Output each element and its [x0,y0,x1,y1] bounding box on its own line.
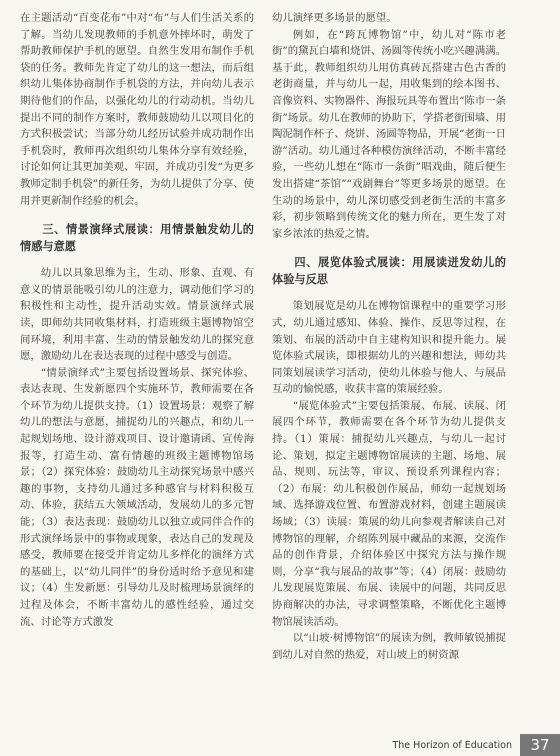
left-column [20,10,254,630]
right-column [272,10,506,663]
body-paragraph: 幼儿以具象思维为主，生动、形象、直观、有意义的情景能吸引幼儿的注意力，调动他们学习的积极性和主动性，提升活动实效。情景演绎式展读，即师幼共同收集材料，打造班级主题博物馆空间环境，利用丰富、生动的情景触发幼儿的探究意愿，激励幼儿在表达表现的过程中感受与创造。 [20,267,254,363]
page-footer [0,734,560,756]
body-paragraph: 策划展览是幼儿在博物馆课程中的重要学习形式，幼儿通过感知、体验、操作、反思等过程，在策划、布展的活动中自主建构知识和提升能力。展览体验式展读，即根据幼儿的兴趣和想法，师幼共同策划展读学习活动，使幼儿体验与他人、与展品互动的愉悦感，收获丰富的策展经验。 [272,300,506,396]
section-heading-4: 四、展览体验式展读：用展读迸发幼儿的体验与反思 [272,256,506,287]
body-paragraph: “展览体验式”主要包括策展、布展、读展、闭展四个环节，教师需要在各个环节为幼儿提供支持。（1）策展：捕捉幼儿兴趣点，与幼儿一起讨论、策划，拟定主题博物馆展读的主题、场地、展品、规则、玩法等，审议、预设系列课程内容；（2）布展：幼儿积极创作展品，师幼一起规划场域、选择游戏位置、布置游戏材料，创建主题展读场域；（3）读展：策展的幼儿向参观者解读自己对博物馆的理解，介绍陈列展中藏品的来源，交流作品的创作背景，介绍体验区中探究方法与操作规则，分享“我与展品的故事”等；（4）闭展：鼓励幼儿发现展览策展、布展、读展中的问题，共同反思协商解决的办法，寻求调整策略，不断优化主题博物馆展读活动。 [272,399,506,628]
body-paragraph: 在主题活动“百变花布”中对“布”与人们生活关系的了解。当幼儿发现教师的手机意外摔坏时，萌发了帮助教师保护手机的愿望。自然生发用布制作手机袋的任务。教师先肯定了幼儿的这一想法，而后组织幼儿集体协商制作手机袋的方法，并向幼儿表示期待他们的作品，以强化幼儿的行动动机。当幼儿提出不同的制作方案时，教师鼓励幼儿以项目化的方式积极尝试；当部分幼儿经历试验并成功制作出手机袋时，教师再次组织幼儿集体分享有效经验，讨论如何让其更加美观、牢固，并成功引发“为更多教师定制手机袋”的新任务，为幼儿提供了分享、使用并更新制作经验的机会。 [20,12,254,207]
body-paragraph: 例如，在“跨瓦博物馆”中，幼儿对“陈市老街”的黛瓦白墙和烧饼、汤圆等传统小吃兴趣满满。基于此，教师组织幼儿用仿真砖瓦搭建古色古香的老街商量，并与幼儿一起，用收集到的绘本图书、音像资料、实物器件、海报玩具等布置出“陈市一条街”场景。幼儿在教师的协助下，学搭老街围墙、用陶泥制作杯子、烧饼、汤圆等物品，开展“老街一日游”活动。幼儿通过各种模仿演绎活动，不断丰富经验，一些幼儿想在“陈市一条街”唱戏曲，随后便生发出搭建“茶馆”“戏剧舞台”等更多场景的愿望。在生动的场景中，幼儿深切感受到老街生活的丰富多彩，初步领略到传统文化的魅力所在，更生发了对家乡浓浓的热爱之情。 [272,28,506,240]
section-heading-3: 三、情景演绎式展读：用情景触发幼儿的情感与意愿 [20,223,254,254]
journal-name: The Horizon of Education [392,740,512,751]
body-paragraph: 幼儿演绎更多场景的愿望。 [272,12,397,24]
body-paragraph: “情景演绎式”主要包括设置场景、探究体验、表达表现、生发新愿四个实施环节，教师需要在各个环节为幼儿提供支持。（1）设置场景：观察了解幼儿的想法与意愿，捕捉幼儿的兴趣点，和幼儿一起规划场地、设计游戏项目、设计邀请函、宣传海报等，打造生动、富有情趣的班级主题博物馆场景；（2）探究体验：鼓励幼儿主动探究场景中感兴趣的事物，支持幼儿通过多种感官与材料积极互动、体验，获结五大领域活动，发展幼儿的多元智能；（3）表达表现：鼓励幼儿以独立或同伴合作的形式演绎场景中的事物或现象，表达自己的发现及感受，教师要在接受并肯定幼儿多样化的演绎方式的基础上，以“幼儿同伴”的身份适时给予意见和建议；（4）生发新愿：引导幼儿及时梳理场景演绎的过程及体会，不断丰富幼儿的感性经验，通过交流、讨论等方式激发 [20,366,254,628]
page-number: 37 [520,734,560,756]
body-paragraph: 以“山坡·树博物馆”的展读为例，教师敏锐捕捉到幼儿对自然的热爱，对山坡上的树资源 [272,632,506,661]
